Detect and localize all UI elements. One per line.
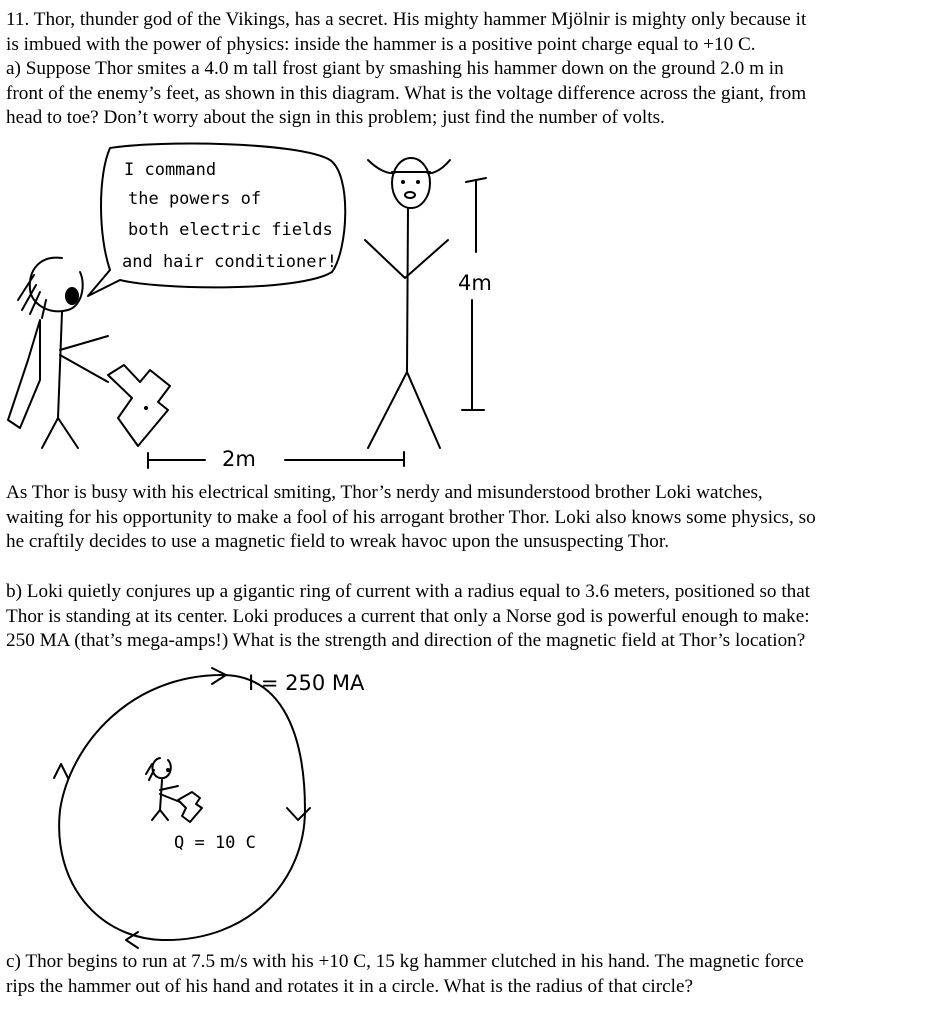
intro-line: a) Suppose Thor smites a 4.0 m tall frost giant by smashing his hammer down on the ground 2.0 m in [6, 58, 784, 79]
intro-line: head to toe? Don’t worry about the sign in this problem; just find the number of volts. [6, 107, 665, 128]
part-b-question [6, 580, 920, 654]
part-c-question [6, 950, 920, 999]
speech-line: both electric fields [128, 220, 333, 240]
intro-line: is imbued with the power of physics: inside the hammer is a positive point charge equal to +10 C. [6, 33, 756, 55]
speech-line: I command [124, 160, 217, 180]
intro-line: 11. Thor, thunder god of the Vikings, has a secret. His mighty hammer Mjölnir is mighty only because it [6, 9, 807, 30]
current-ring-diagram [0, 660, 926, 960]
speech-line: and hair conditioner! [122, 252, 337, 272]
height-label: 4m [458, 271, 492, 295]
intro-line: front of the enemy’s feet, as shown in this diagram. What is the voltage difference across the giant, from [6, 82, 807, 104]
charge-label: Q = 10 C [174, 833, 256, 853]
current-label: I = 250 MA [248, 671, 365, 695]
part-b-line: Thor is standing at its center. Loki produces a current that only a Norse god is powerful enough to make: [6, 605, 810, 627]
thor-small-figure [146, 758, 202, 822]
loki-line: he craftily decides to use a magnetic field to wreak havoc upon the unsuspecting Thor. [6, 531, 670, 552]
hammer [178, 792, 202, 822]
part-c-line: rips the hammer out of his hand and rotates it in a circle. What is the radius of that circle? [6, 975, 693, 997]
current-arrow [54, 764, 68, 778]
loki-line: waiting for his opportunity to make a fool of his arrogant brother Thor. Loki also knows some physics, so [6, 506, 816, 528]
distance-label: 2m [222, 447, 256, 471]
part-b-line: b) Loki quietly conjures up a gigantic ring of current with a radius equal to 3.6 meters, positioned so that [6, 581, 811, 602]
loki-line: As Thor is busy with his electrical smiting, Thor’s nerdy and misunderstood brother Loki watches, [6, 482, 763, 503]
speech-line: the powers of [128, 189, 262, 209]
current-arrow [287, 808, 310, 820]
hammer [108, 365, 170, 446]
thor-giant-diagram [0, 0, 926, 480]
thor-figure [8, 258, 170, 448]
frost-giant-figure [365, 158, 450, 448]
loki-paragraph [6, 481, 920, 555]
distance-arrow [148, 452, 404, 468]
part-b-line: 250 MA (that’s mega-amps!) What is the strength and direction of the magnetic field at Thor’s location? [6, 630, 806, 651]
height-arrow-top [466, 178, 486, 252]
current-ring [59, 675, 305, 940]
part-c-line: c) Thor begins to run at 7.5 m/s with his +10 C, 15 kg hammer clutched in his hand. The magnetic force [6, 951, 804, 972]
height-arrow-bottom [462, 300, 484, 410]
